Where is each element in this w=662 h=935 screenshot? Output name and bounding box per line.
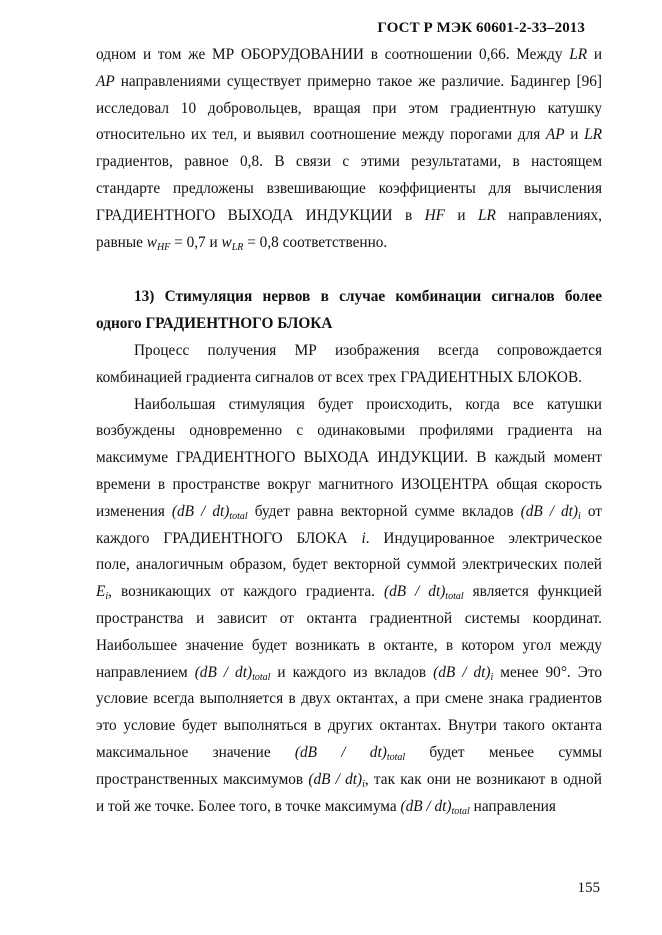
- text-line: изменения $(dB / dt)_{total}$ будет равна векторной сумме вкладов $(dB / dt)_i$ от: [96, 502, 602, 522]
- text-line: градиентов, равное 0,8. В связи с этими результатами, в настоящем: [96, 153, 602, 171]
- formula-e-i: $E_i$: [96, 583, 109, 603]
- formula-dbdt-i: $(dB / dt)_i$: [433, 663, 494, 683]
- text-line: максимальное значение $(dB / dt)_{total}$ будет меньее суммы: [96, 743, 603, 763]
- paragraph-2: [96, 338, 602, 392]
- section-heading: [96, 284, 602, 338]
- text-line: одном и том же МР ОБОРУДОВАНИИ в соотношении 0,66. Между LR и: [96, 46, 603, 63]
- text-line: это условие будет выполняться в других октантах. Внутри такого октанта: [96, 717, 602, 735]
- body-text: [96, 42, 602, 820]
- text-line: условие всегда выполняется в двух октантах, а при смене знака градиентов: [96, 690, 602, 708]
- text-line: времени в пространстве вокруг магнитного ИЗОЦЕНТРА общая скорость: [96, 475, 602, 493]
- formula-dbdt-total: $(dB / dt)_{total}$: [171, 502, 248, 522]
- text-line: AP направлениями существует примерно такое же различие. Бадингер [96]: [96, 72, 602, 90]
- page-number: 155: [577, 880, 600, 896]
- text-line: и той же точке. Более того, в точке максимума $(dB / dt)_{total}$ направления: [96, 797, 556, 817]
- text-line: исследовал 10 добровольцев, вращая при этом градиентную катушку: [96, 99, 602, 117]
- text-line: Наибольшее значение будет возникать в октанте, в котором угол между: [96, 636, 602, 654]
- formula-dbdt-i: $(dB / dt)_i$: [520, 502, 581, 522]
- formula-dbdt-total: $(dB / dt)_{total}$: [194, 663, 271, 683]
- paragraph-1: [96, 42, 602, 256]
- document-header: ГОСТ Р МЭК 60601-2-33–2013: [377, 20, 585, 36]
- text-line: стандарте предложены взвешивающие коэффициенты для вычисления: [96, 179, 602, 197]
- text-line: возбуждены одновременно с одинаковыми профилями градиента на: [96, 422, 602, 440]
- formula-dbdt-total: $(dB / dt)_{total}$: [400, 797, 470, 817]
- text-line: $E_i$, возникающих от каждого градиента. $(dB / dt)_{total}$ является функцией: [96, 583, 602, 603]
- text-line: равные $w_{HF} = 0,7$ и $w_{LR} = 0,8$ соответственно.: [96, 233, 388, 253]
- formula-dbdt-total: $(dB / dt)_{total}$: [383, 583, 464, 603]
- text-line: поле, аналогичным образом, будет векторной суммой электрических полей: [96, 556, 602, 574]
- text-line: каждого ГРАДИЕНТНОГО БЛОКА i. Индуцированное электрическое: [96, 529, 602, 547]
- formula-dbdt-i: $(dB / dt)_i$: [308, 770, 365, 790]
- heading-line: 13) Стимуляция нервов в случае комбинации сигналов более: [134, 288, 602, 306]
- heading-line: одного ГРАДИЕНТНОГО БЛОКА: [96, 315, 333, 333]
- text-line: ГРАДИЕНТНОГО ВЫХОДА ИНДУКЦИИ в HF и LR направлениях,: [96, 206, 602, 224]
- formula-dbdt-total: $(dB / dt)_{total}$: [294, 743, 406, 763]
- text-line: пространства и зависит от октанта градиентной системы координат.: [96, 609, 602, 627]
- text-line: Наибольшая стимуляция будет происходить, когда все катушки: [134, 395, 602, 413]
- text-line: максимуме ГРАДИЕНТНОГО ВЫХОДА ИНДУКЦИИ. В каждый момент: [96, 449, 602, 467]
- text-line: направлением $(dB / dt)_{total}$ и каждого из вкладов $(dB / dt)_i$ менее 90°. Это: [96, 663, 602, 683]
- text-line: относительно их тел, и выявил соотношение между порогами для AP и LR: [96, 126, 602, 144]
- text-line: комбинацией градиента сигналов от всех трех ГРАДИЕНТНЫХ БЛОКОВ.: [96, 368, 582, 386]
- paragraph-3: [96, 392, 602, 821]
- text-line: пространственных максимумов $(dB / dt)_i$, так как они не возникают в одной: [96, 770, 602, 790]
- text-line: Процесс получения МР изображения всегда сопровождается: [134, 341, 602, 359]
